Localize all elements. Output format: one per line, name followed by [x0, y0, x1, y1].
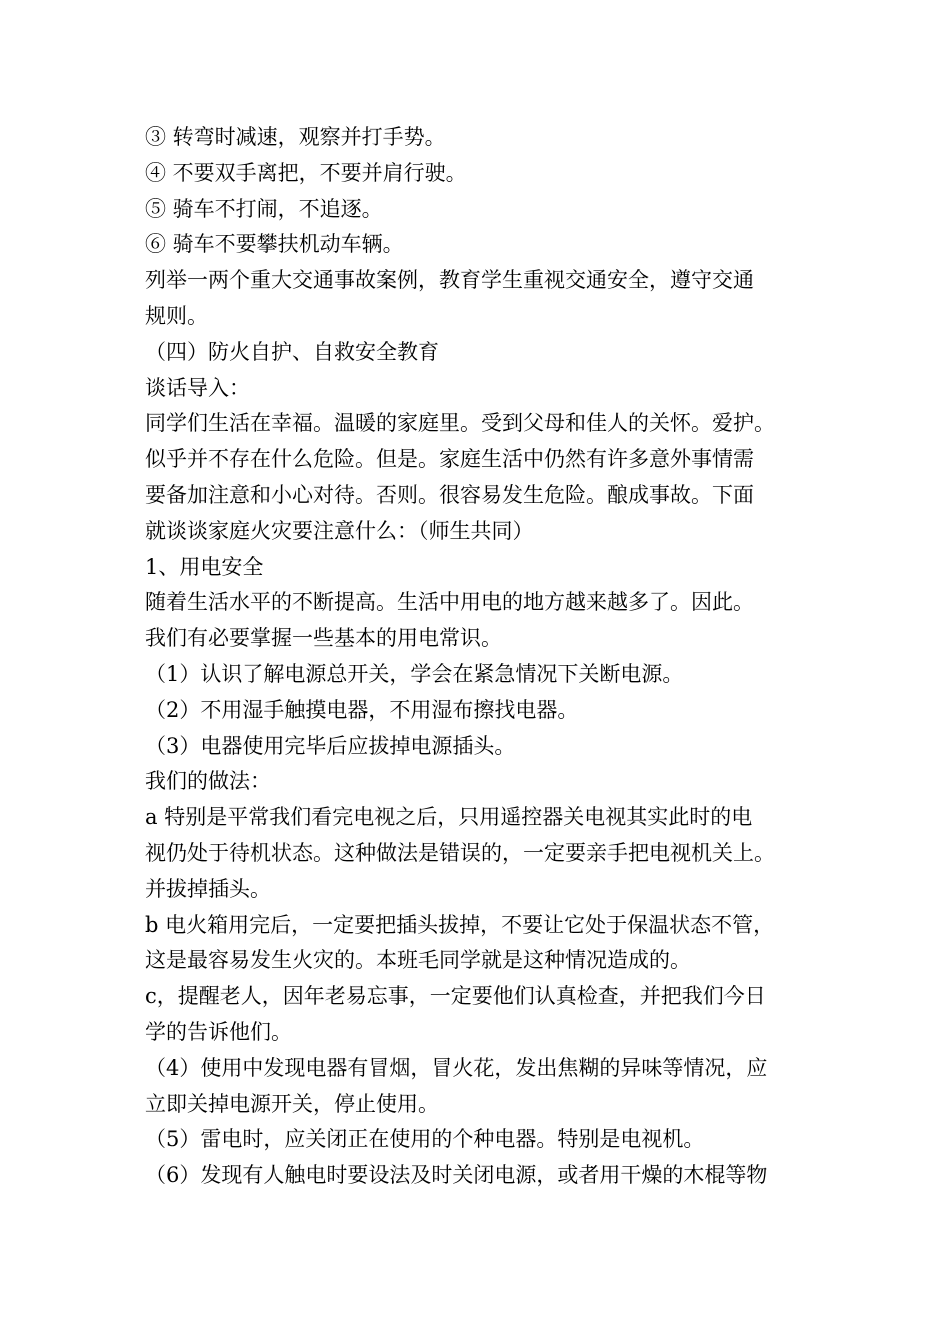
- text-line: 谈话导入：: [145, 375, 250, 400]
- subsection-heading: 1、用电安全: [145, 554, 264, 579]
- text-line: ⑥ 骑车不要攀扶机动车辆。: [145, 232, 404, 257]
- section-heading: （四）防火自护、自救安全教育: [145, 339, 439, 364]
- text-line: 学的告诉他们。: [145, 1019, 292, 1044]
- text-line: 要备加注意和小心对待。否则。很容易发生危险。酿成事故。下面: [145, 482, 754, 507]
- text-line: 规则。: [145, 303, 208, 328]
- text-line: ⑤ 骑车不打闹，不追逐。: [145, 196, 383, 221]
- text-line: 随着生活水平的不断提高。生活中用电的地方越来越多了。因此。: [145, 590, 754, 615]
- text-line: （3）电器使用完毕后应拔掉电源插头。: [145, 733, 516, 758]
- text-line: （1）认识了解电源总开关，学会在紧急情况下关断电源。: [145, 661, 684, 686]
- text-line: 同学们生活在幸福。温暖的家庭里。受到父母和佳人的关怀。爱护。: [145, 411, 775, 436]
- text-line: a 特别是平常我们看完电视之后，只用遥控器关电视其实此时的电: [145, 805, 753, 830]
- text-line: b 电火箱用完后，一定要把插头拔掉，不要让它处于保温状态不管，: [145, 912, 775, 937]
- text-line: ③ 转弯时减速，观察并打手势。: [145, 125, 446, 149]
- document-body: [145, 120, 835, 1194]
- text-line: （5）雷电时，应关闭正在使用的个种电器。特别是电视机。: [145, 1127, 705, 1152]
- text-line: 就谈谈家庭火灾要注意什么：（师生共同）: [145, 518, 534, 543]
- text-line: 我们有必要掌握一些基本的用电常识。: [145, 626, 502, 651]
- text-line: 这是最容易发生火灾的。本班毛同学就是这种情况造成的。: [145, 948, 691, 973]
- text-line: 视仍处于待机状态。这种做法是错误的，一定要亲手把电视机关上。: [145, 840, 775, 865]
- text-line: ④ 不要双手离把，不要并肩行驶。: [145, 160, 467, 185]
- text-line: 立即关掉电源开关，停止使用。: [145, 1091, 439, 1116]
- text-line: （6）发现有人触电时要设法及时关闭电源，或者用干燥的木棍等物: [145, 1163, 768, 1188]
- text-line: 似乎并不存在什么危险。但是。家庭生活中仍然有许多意外事情需: [145, 447, 754, 472]
- text-line: 并拔掉插头。: [145, 876, 271, 901]
- text-line: 我们的做法：: [145, 769, 271, 794]
- text-line: （4）使用中发现电器有冒烟，冒火花，发出焦糊的异味等情况，应: [145, 1055, 768, 1080]
- text-line: 列举一两个重大交通事故案例，教育学生重视交通安全，遵守交通: [145, 268, 754, 293]
- text-line: c，提醒老人，因年老易忘事，一定要他们认真检查，并把我们今日: [145, 984, 766, 1009]
- text-line: （2）不用湿手触摸电器，不用湿布擦找电器。: [145, 697, 579, 722]
